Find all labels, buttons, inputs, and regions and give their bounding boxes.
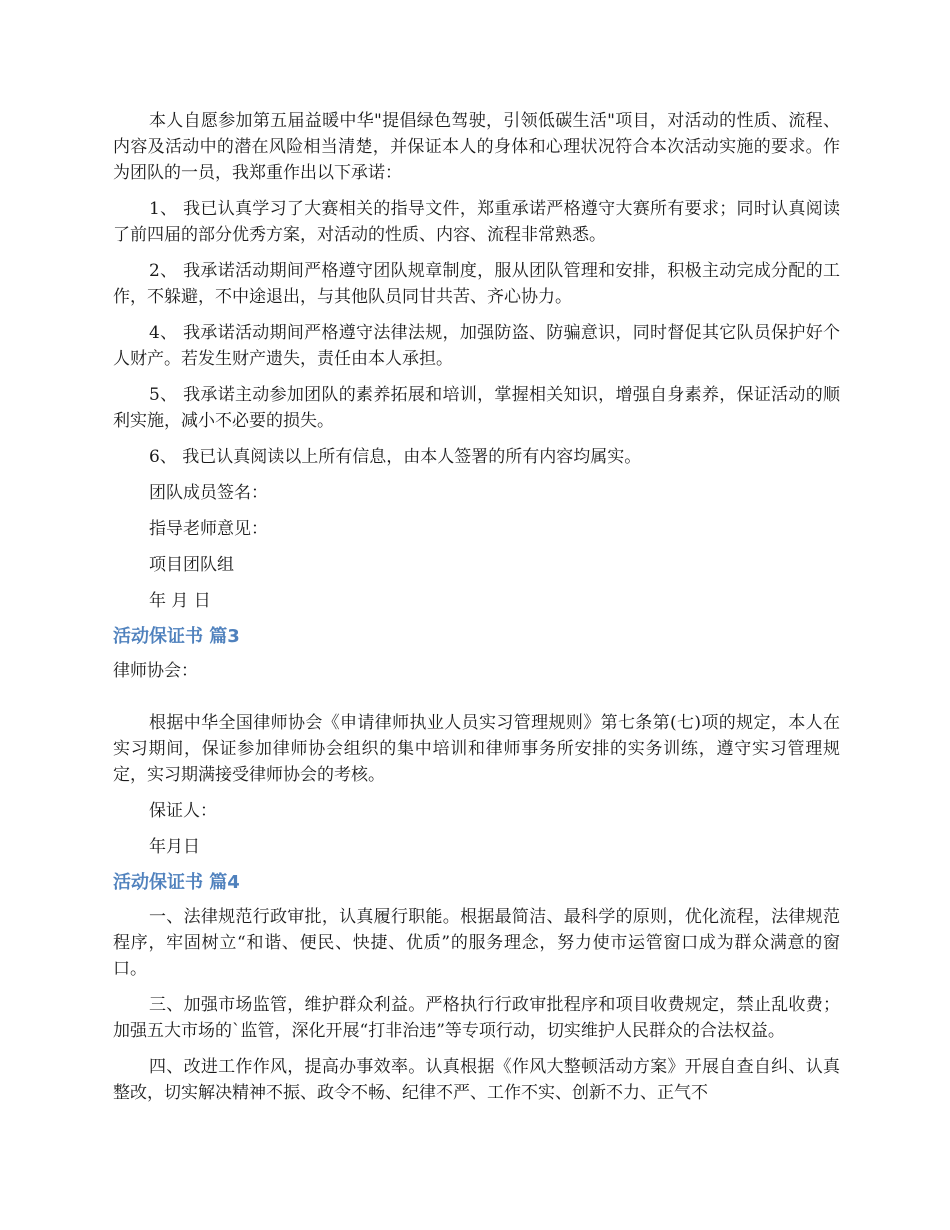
section4-paragraph-1: 一、法律规范行政审批，认真履行职能。根据最简洁、最科学的原则，优化流程，法律规范程序，牢固树立“和谐、便民、快捷、优质”的服务理念，努力使市运管窗口成为群众满意的窗口。 [113,907,840,979]
section4-heading: 活动保证书 篇4 [113,872,240,893]
pledge-item-4: 4、 我承诺活动期间严格遵守法律法规，加强防盗、防骗意识，同时督促其它队员保护好个人财产。若发生财产遗失，责任由本人承担。 [113,323,840,369]
section3-date: 年月日 [149,837,200,857]
section2-date: 年 月 日 [149,591,211,611]
team-group-label: 项目团队组 [149,555,234,575]
section3-heading: 活动保证书 篇3 [113,626,240,647]
blank-line [113,684,840,710]
document-page [113,108,840,1116]
pledge-item-5: 5、 我承诺主动参加团队的素养拓展和培训，掌握相关知识，增强自身素养，保证活动的顺利实施，减小不必要的损失。 [113,385,840,431]
pledge-item-1: 1、 我已认真学习了大赛相关的指导文件，郑重承诺严格遵守大赛所有要求；同时认真阅读了前四届的部分优秀方案，对活动的性质、内容、流程非常熟悉。 [113,199,840,245]
pledge-item-6: 6、 我已认真阅读以上所有信息，由本人签署的所有内容均属实。 [149,447,642,467]
section4-paragraph-4: 四、改进工作作风，提高办事效率。认真根据《作风大整顿活动方案》开展自查自纠、认真整改，切实解决精神不振、政令不畅、纪律不严、工作不实、创新不力、正气不 [113,1057,840,1103]
section3-body: 根据中华全国律师协会《申请律师执业人员实习管理规则》第七条第(七)项的规定，本人在实习期间，保证参加律师协会组织的集中培训和律师事务所安排的实务训练，遵守实习管理规定，实习期满接受律师协会的考核。 [113,713,840,785]
section3-addressee: 律师协会： [113,661,198,681]
teacher-opinion-label: 指导老师意见： [149,519,268,539]
guarantor-label: 保证人： [149,801,217,821]
member-signature-label: 团队成员签名： [149,483,268,503]
section4-paragraph-3: 三、加强市场监管，维护群众利益。严格执行行政审批程序和项目收费规定，禁止乱收费；加强五大市场的`监管，深化开展“打非治违”等专项行动，切实维护人民群众的合法权益。 [113,995,840,1041]
pledge-item-2: 2、 我承诺活动期间严格遵守团队规章制度，服从团队管理和安排，积极主动完成分配的工作，不躲避，不中途退出，与其他队员同甘共苦、齐心协力。 [113,261,840,307]
section2-intro: 本人自愿参加第五届益暖中华"提倡绿色驾驶，引领低碳生活"项目，对活动的性质、流程、内容及活动中的潜在风险相当清楚，并保证本人的身体和心理状况符合本次活动实施的要求。作为团队的一员，我郑重作出以下承诺： [113,111,840,183]
